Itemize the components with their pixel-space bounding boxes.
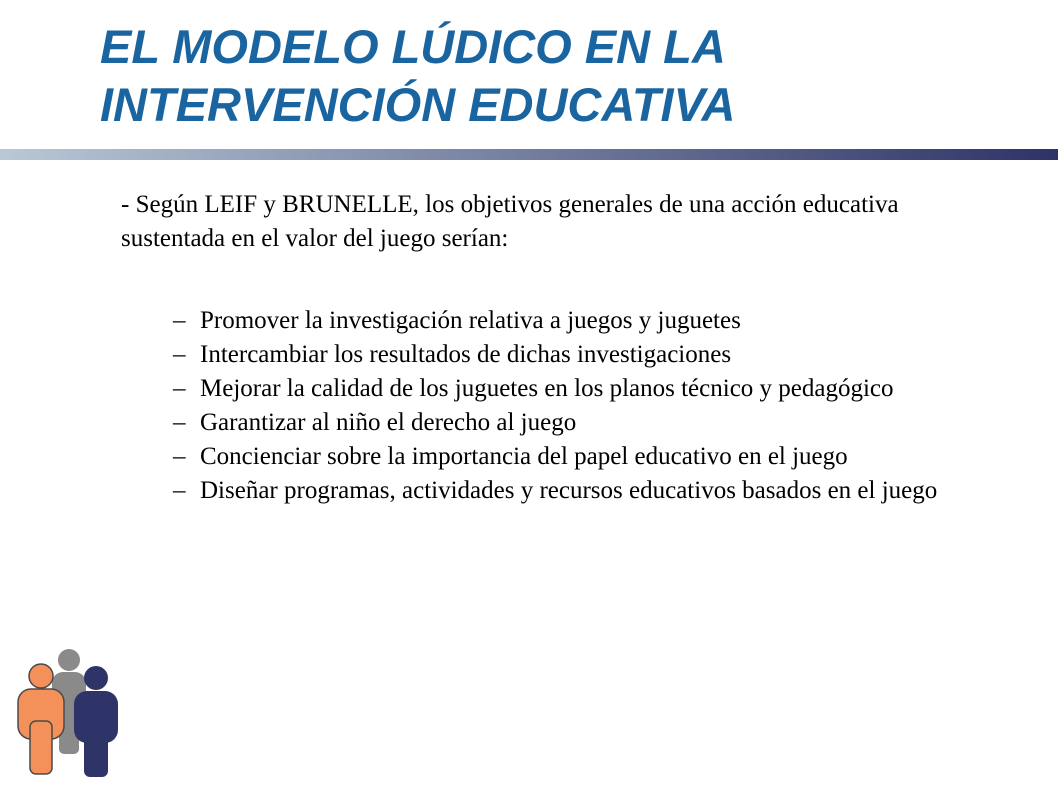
people-group-icon [12, 646, 122, 781]
objective-text: Intercambiar los resultados de dichas investigaciones [200, 341, 732, 368]
objective-text: Diseñar programas, actividades y recursos educativos basados en el juego [200, 477, 938, 504]
bullet-dash: – [173, 341, 186, 368]
objective-text: Promover la investigación relativa a juegos y juguetes [200, 307, 741, 334]
objective-item [121, 406, 990, 440]
objective-text: Mejorar la calidad de los juguetes en los planos técnico y pedagógico [200, 375, 894, 402]
slide-title [100, 18, 1000, 134]
slide-title-line-2: INTERVENCIÓN EDUCATIVA [100, 78, 736, 131]
bullet-dash: – [173, 375, 186, 402]
objective-text: Concienciar sobre la importancia del papel educativo en el juego [200, 443, 848, 470]
title-underline-bar [0, 149, 1058, 160]
objective-item [121, 338, 990, 372]
objectives-list [121, 304, 1021, 508]
objective-text: Garantizar al niño el derecho al juego [200, 409, 577, 436]
bullet-dash: – [173, 477, 186, 504]
bullet-dash: – [173, 409, 186, 436]
bullet-dash: – [173, 307, 186, 334]
objective-item [121, 440, 990, 474]
objective-item [121, 372, 990, 406]
slide-body [121, 188, 1021, 508]
bullet-dash: – [173, 443, 186, 470]
intro-paragraph: - Según LEIF y BRUNELLE, los objetivos generales de una acción educativa sustentada en el valor del juego serían: [121, 191, 899, 252]
objective-item [121, 304, 990, 338]
slide-title-line-1: EL MODELO LÚDICO EN LA [100, 20, 726, 73]
objective-item [121, 474, 990, 508]
